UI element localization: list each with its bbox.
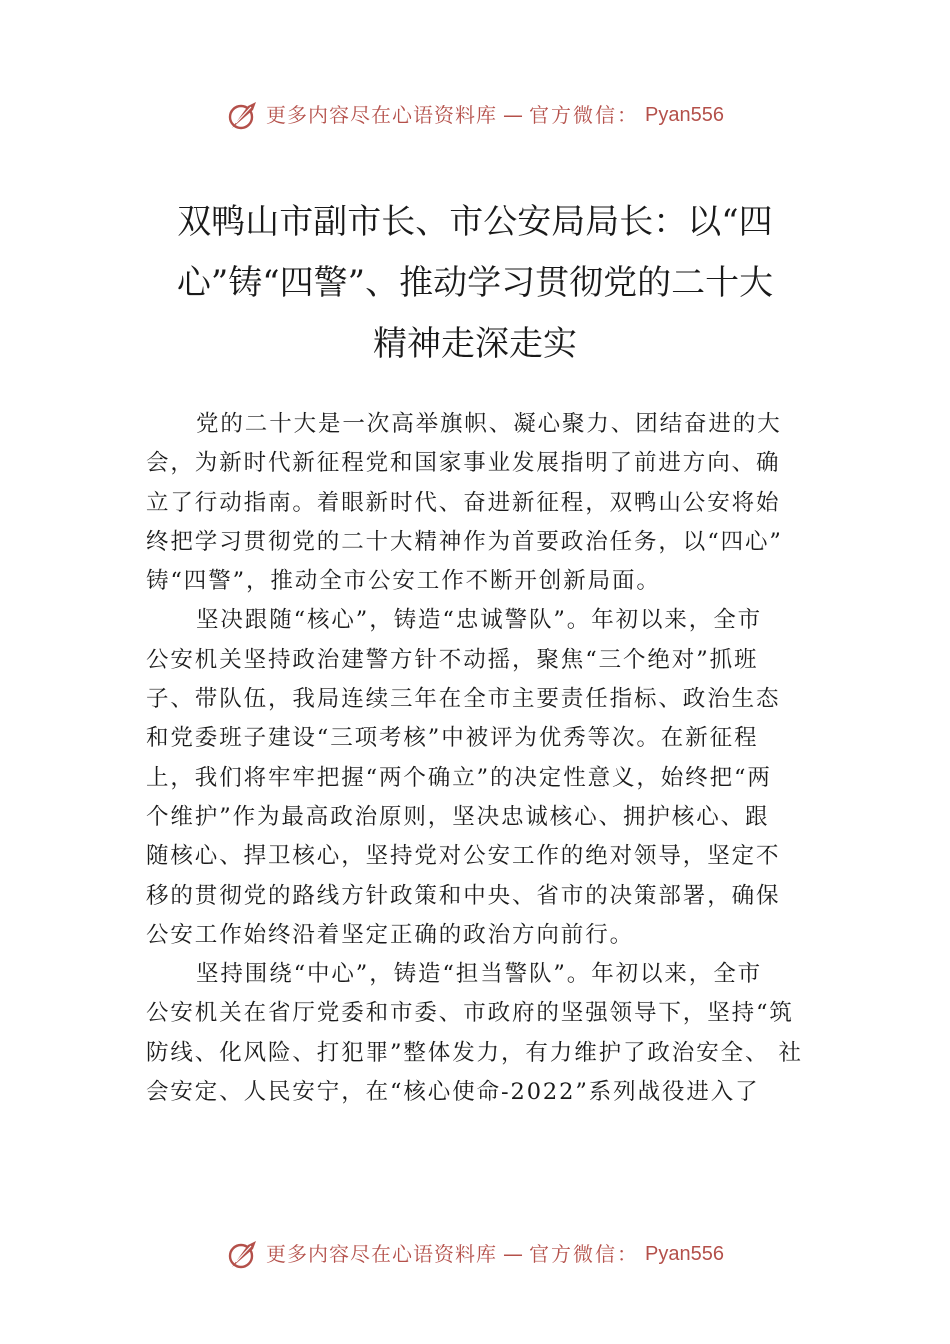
watermark-wechat-id: Pyan556 bbox=[645, 104, 724, 126]
text-line: 终把学习贯彻党的二十大精神作为首要政治任务，以“四心” bbox=[146, 528, 783, 555]
paragraph-loyal-police bbox=[146, 601, 806, 955]
text-line: 坚持围绕“中心”，铸造“担当警队”。年初以来，全市 bbox=[196, 961, 763, 988]
text-line: 防线、化风险、打犯罪”整体发力，有力维护了政治安全、 社 bbox=[146, 1039, 803, 1066]
text-line: 公安工作始终沿着坚定正确的政治方向前行。 bbox=[146, 921, 635, 948]
watermark-separator: — bbox=[503, 1242, 524, 1266]
quill-logo-icon bbox=[226, 98, 260, 132]
text-line: 上，我们将牢牢把握“两个确立”的决定性意义，始终把“两 bbox=[146, 764, 772, 791]
quill-logo-icon bbox=[226, 1237, 260, 1271]
paragraph-intro bbox=[146, 405, 806, 601]
watermark-separator: — bbox=[503, 103, 524, 127]
footer-watermark bbox=[0, 1237, 950, 1271]
text-line: 和党委班子建设“三项考核”中被评为优秀等次。在新征程 bbox=[146, 725, 759, 752]
text-line: 坚决跟随“核心”，铸造“忠诚警队”。年初以来，全市 bbox=[196, 607, 763, 634]
article-body bbox=[146, 405, 806, 1112]
watermark-wechat-id: Pyan556 bbox=[645, 1243, 724, 1265]
watermark-library-name: 更多内容尽在心语资料库 bbox=[266, 1242, 498, 1266]
text-line: 个维护”作为最高政治原则，坚决忠诚核心、拥护核心、跟 bbox=[146, 803, 770, 830]
text-line: 公安机关坚持政治建警方针不动摇，聚焦“三个绝对”抓班 bbox=[146, 646, 759, 673]
text-line: 公安机关在省厅党委和市委、市政府的坚强领导下，坚持“筑 bbox=[146, 1000, 794, 1027]
text-line: 随核心、捍卫核心，坚持党对公安工作的绝对领导，坚定不 bbox=[146, 843, 781, 870]
text-line: 会，为新时代新征程党和国家事业发展指明了前进方向、确 bbox=[146, 450, 781, 477]
header-watermark bbox=[0, 98, 950, 132]
text-line: 立了行动指南。着眼新时代、奋进新征程，双鸭山公安将始 bbox=[146, 489, 781, 516]
text-line: 铸“四警”，推动全市公安工作不断开创新局面。 bbox=[146, 568, 661, 595]
text-line: 子、带队伍，我局连续三年在全市主要责任指标、政治生态 bbox=[146, 686, 781, 713]
text-line: 移的贯彻党的路线方针政策和中央、省市的决策部署，确保 bbox=[146, 882, 781, 909]
watermark-wechat-label: 官方微信： bbox=[529, 103, 640, 127]
watermark-library-name: 更多内容尽在心语资料库 bbox=[266, 103, 498, 127]
text-line: 会安定、人民安宁，在“核心使命-2022”系列战役进入了 bbox=[146, 1079, 760, 1106]
paragraph-responsible-police bbox=[146, 955, 806, 1112]
text-line: 党的二十大是一次高举旗帜、凝心聚力、团结奋进的大 bbox=[196, 411, 782, 437]
title-line: 心”铸“四警”、推动学习贯彻党的二十大 bbox=[176, 263, 774, 303]
page-title bbox=[140, 192, 810, 375]
title-line: 双鸭山市副市长、市公安局局长：以“四 bbox=[177, 202, 773, 242]
title-line: 精神走深走实 bbox=[373, 324, 577, 364]
watermark-wechat-label: 官方微信： bbox=[529, 1242, 640, 1266]
